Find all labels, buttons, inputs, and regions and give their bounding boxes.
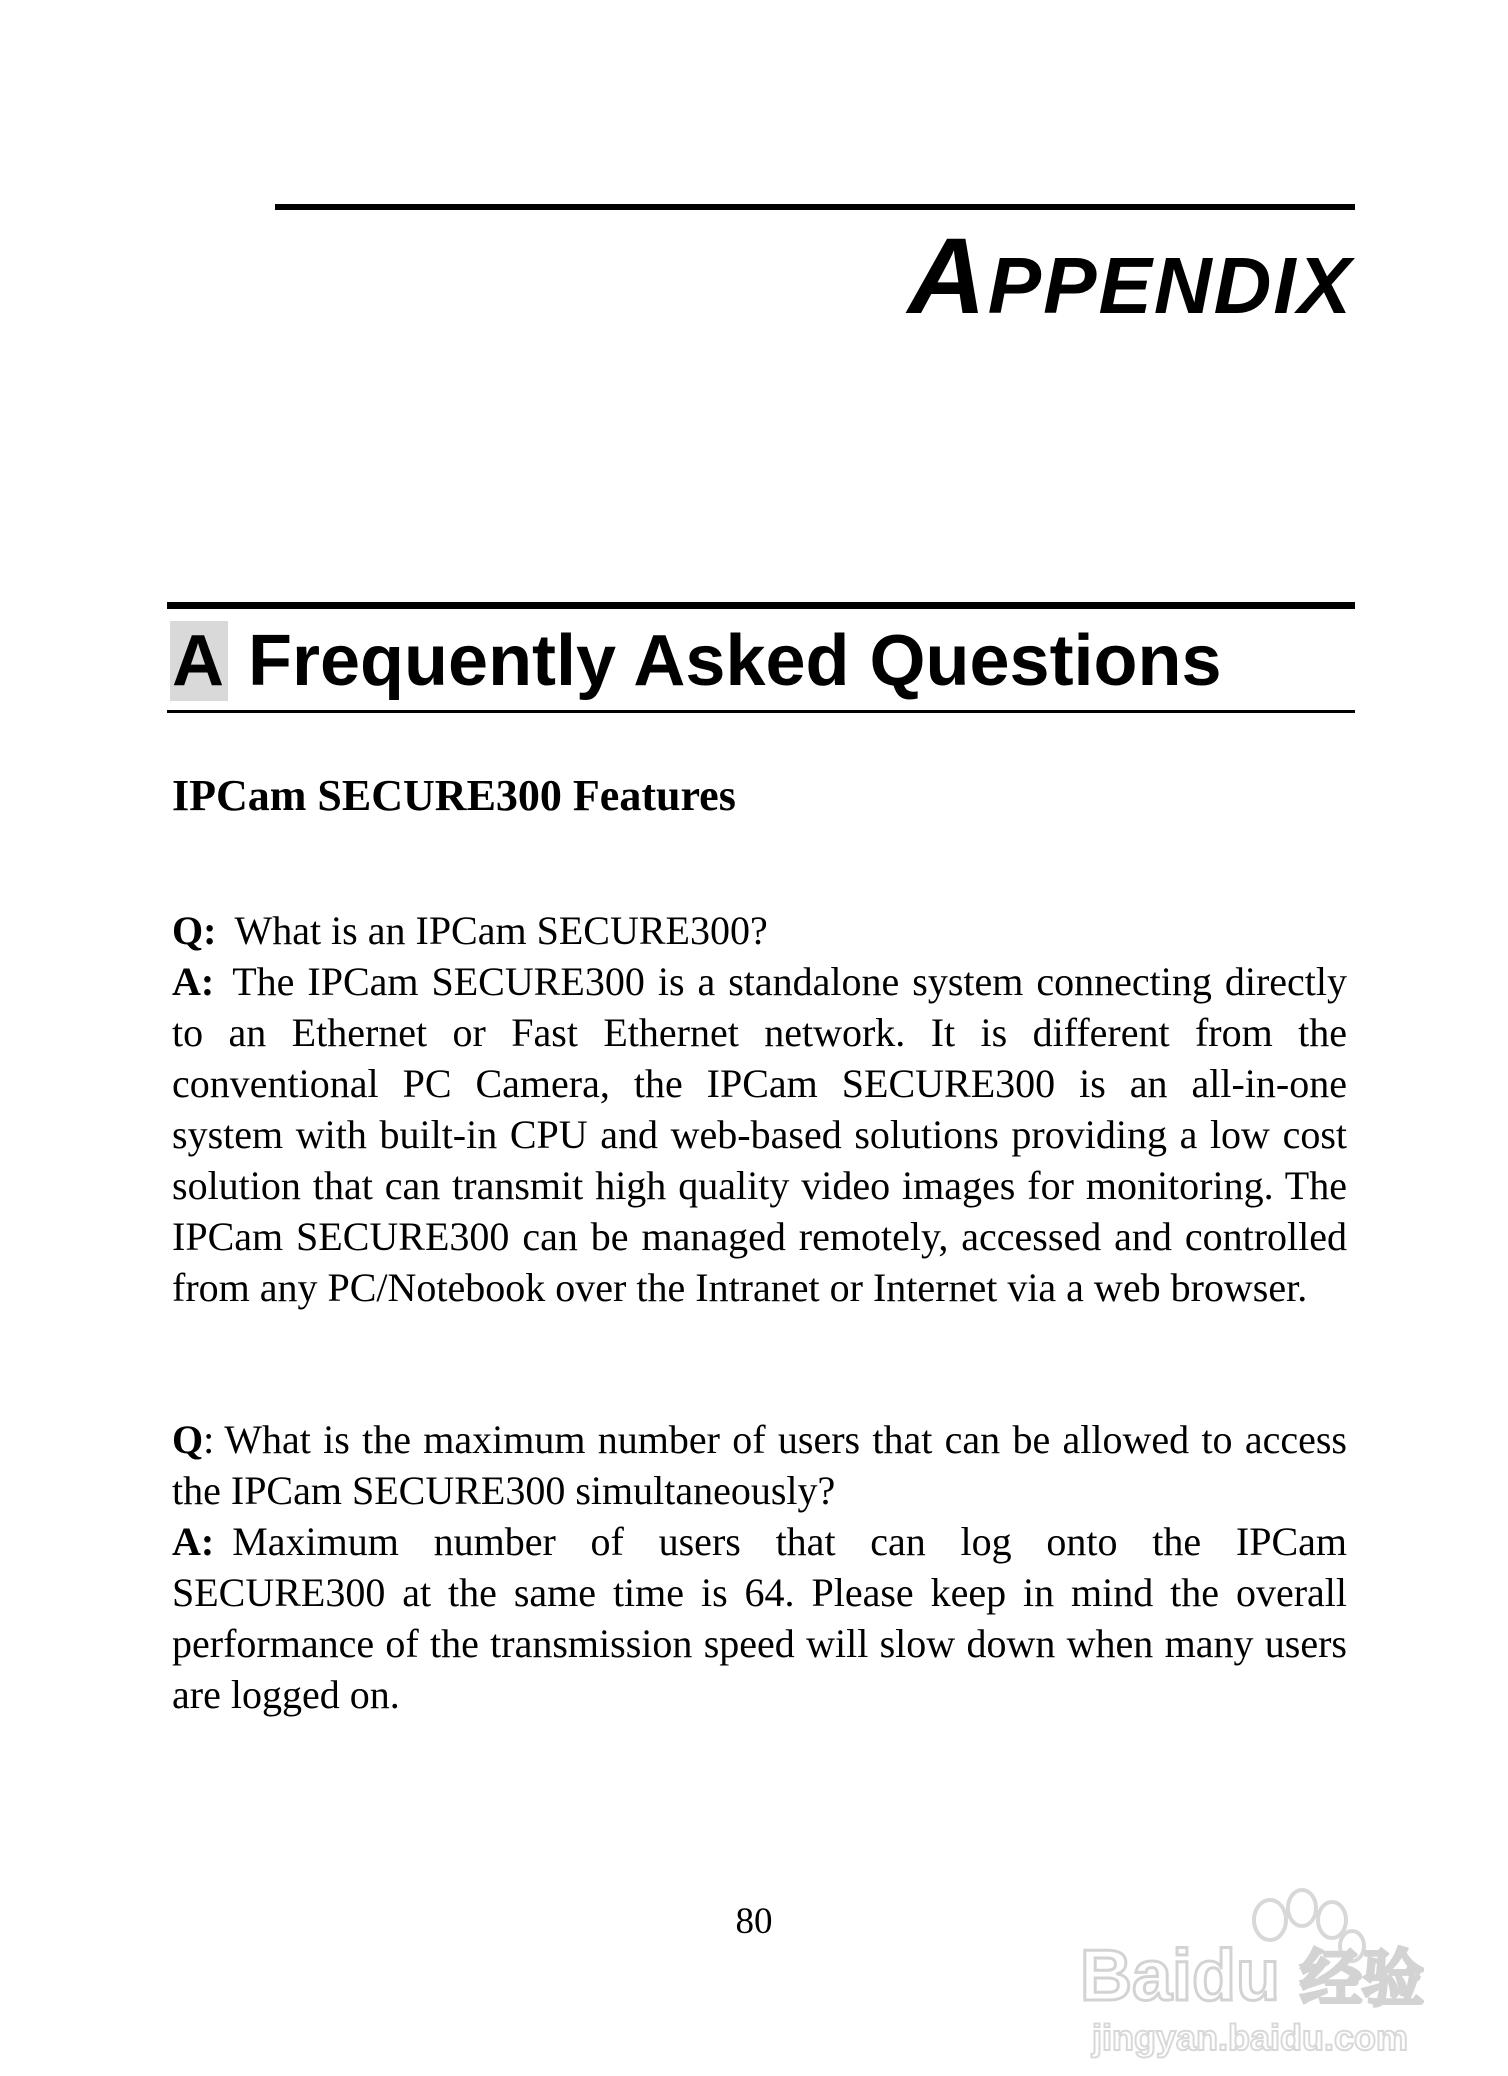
answer-text: The IPCam SECURE300 is a standalone system connecting directly to an Ethernet or Fast Ethernet network. It is different from the conventional PC Camera, the IPCam SECURE300 is an all-in-one system with built-in CPU and web-based solutions providing a low cost solution that can transmit high quality video images for monitoring. The IPCam SECURE300 can be managed remotely, accessed and controlled from any PC/Notebook over the Intranet or Internet via a web browser. bbox=[172, 959, 1347, 1310]
question-label-colon: : bbox=[203, 1417, 215, 1462]
appendix-title-rest: PPENDIX bbox=[987, 241, 1353, 330]
watermark-url: jingyan.baidu.com bbox=[1092, 2017, 1409, 2058]
watermark-brand: Baidu bbox=[1080, 1936, 1281, 2016]
section-letter: A bbox=[170, 621, 228, 701]
question-text: What is an IPCam SECURE300? bbox=[234, 908, 768, 953]
appendix-title-initial: A bbox=[907, 215, 988, 336]
section-top-rule bbox=[167, 602, 1355, 609]
question-label bbox=[172, 1417, 214, 1462]
answer-label: A: bbox=[172, 959, 215, 1004]
features-subheading: IPCam SECURE300 Features bbox=[172, 771, 736, 820]
watermark-brand-cn: 经验 bbox=[1300, 1942, 1425, 2015]
question-label-letter: Q bbox=[172, 1417, 204, 1462]
baidu-watermark-logo bbox=[1070, 1880, 1450, 2070]
faq-answer bbox=[172, 956, 1347, 1313]
faq-question bbox=[172, 1414, 1347, 1516]
answer-text: Maximum number of users that can log onto the IPCam SECURE300 at the same time is 64. Please keep in mind the overall performance of the transmission speed will slow down when many users are logged on. bbox=[172, 1519, 1347, 1717]
question-text: What is the maximum number of users that can be allowed to access the IPCam SECURE300 simultaneously? bbox=[172, 1417, 1347, 1513]
section-heading bbox=[170, 620, 1222, 702]
faq-question bbox=[172, 905, 1347, 956]
question-label: Q: bbox=[172, 908, 217, 953]
section-bottom-rule bbox=[167, 710, 1355, 713]
page-number: 80 bbox=[735, 1901, 773, 1942]
faq-item bbox=[172, 1414, 1347, 1720]
faq-answer bbox=[172, 1516, 1347, 1720]
answer-label: A: bbox=[172, 1519, 215, 1564]
appendix-title bbox=[908, 206, 1353, 346]
section-title: Frequently Asked Questions bbox=[248, 621, 1222, 701]
faq-item bbox=[172, 905, 1347, 1313]
